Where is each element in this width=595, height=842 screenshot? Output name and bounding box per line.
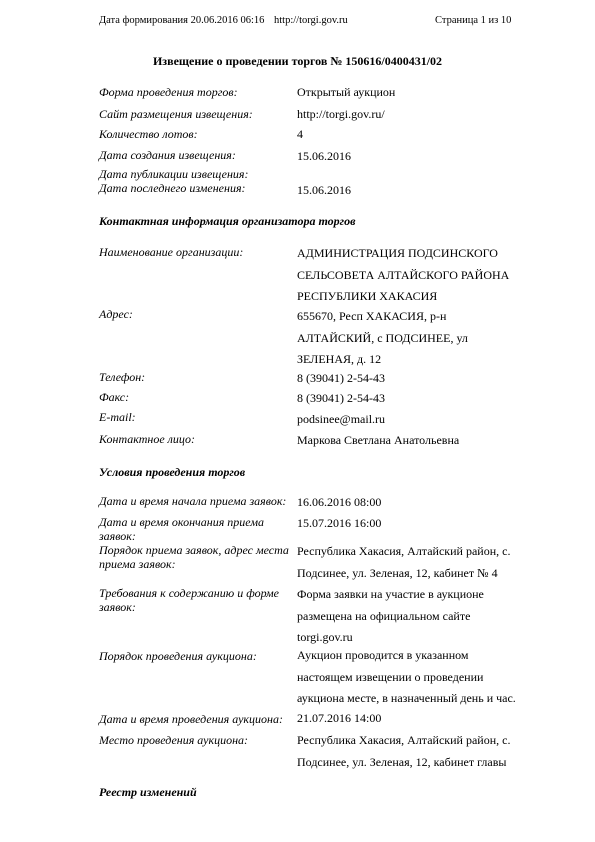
modified-value: 15.06.2016 xyxy=(297,183,351,197)
page-counter: Страница 1 из 10 xyxy=(435,15,512,26)
requirements-label: Требования к содержанию и форме заявок: xyxy=(99,586,279,614)
phone-label: Телефон: xyxy=(99,370,146,384)
auction-datetime-value: 21.07.2016 14:00 xyxy=(297,711,382,725)
form-label: Форма проведения торгов: xyxy=(99,85,238,99)
conditions-heading: Условия проведения торгов xyxy=(99,465,246,479)
requirements-value: Форма заявки на участие в аукционе размещена на официальном сайте torgi.gov.ru xyxy=(297,587,484,644)
lots-label: Количество лотов: xyxy=(99,127,198,141)
site-value: http://torgi.gov.ru/ xyxy=(297,107,385,121)
modified-label: Дата последнего изменения: xyxy=(99,181,246,195)
auction-place-label: Место проведения аукциона: xyxy=(99,733,249,747)
auction-datetime-label: Дата и время проведения аукциона: xyxy=(99,712,283,726)
lots-value: 4 xyxy=(297,127,303,141)
address-label: Адрес: xyxy=(99,307,133,321)
created-value: 15.06.2016 xyxy=(297,149,351,163)
form-value: Открытый аукцион xyxy=(297,85,396,99)
order-value: Республика Хакасия, Алтайский район, с. Подсинее, ул. Зеленая, 12, кабинет № 4 xyxy=(297,544,511,580)
end-label: Дата и время окончания приема заявок: xyxy=(99,515,264,543)
email-label: E-mail: xyxy=(99,410,136,424)
end-value: 15.07.2016 16:00 xyxy=(297,516,382,530)
person-label: Контактное лицо: xyxy=(99,432,196,446)
org-value: АДМИНИСТРАЦИЯ ПОДСИНСКОГО СЕЛЬСОВЕТА АЛТАЙСКОГО РАЙОНА РЕСПУБЛИКИ ХАКАСИЯ xyxy=(297,246,510,303)
start-value: 16.06.2016 08:00 xyxy=(297,495,382,509)
header-site-url: http://torgi.gov.ru xyxy=(274,15,348,26)
person-value: Маркова Светлана Анатольевна xyxy=(297,433,460,447)
start-label: Дата и время начала приема заявок: xyxy=(99,494,287,508)
changes-heading: Реестр изменений xyxy=(99,785,197,799)
created-label: Дата создания извещения: xyxy=(99,148,236,162)
org-label: Наименование организации: xyxy=(99,245,244,259)
order-label: Порядок приема заявок, адрес места приема заявок: xyxy=(99,543,289,571)
auction-place-value: Республика Хакасия, Алтайский район, с. Подсинее, ул. Зеленая, 12, кабинет главы xyxy=(297,733,511,769)
site-label: Сайт размещения извещения: xyxy=(99,107,253,121)
fax-value: 8 (39041) 2-54-43 xyxy=(297,391,385,405)
generation-date: Дата формирования 20.06.2016 06:16 xyxy=(99,15,265,26)
email-value: podsinee@mail.ru xyxy=(297,412,386,426)
published-label: Дата публикации извещения: xyxy=(99,167,249,181)
contacts-heading: Контактная информация организатора торгов xyxy=(99,214,356,228)
procedure-label: Порядок проведения аукциона: xyxy=(99,649,257,663)
address-value: 655670, Респ ХАКАСИЯ, р-н АЛТАЙСКИЙ, с ПОДСИНЕЕ, ул ЗЕЛЕНАЯ, д. 12 xyxy=(297,309,468,366)
procedure-value: Аукцион проводится в указанном настоящем извещении о проведении аукциона месте, в назначенный день и час. xyxy=(297,648,516,705)
page-header xyxy=(0,15,595,29)
notice-title: Извещение о проведении торгов № 150616/0400431/02 xyxy=(152,54,443,68)
fax-label: Факс: xyxy=(99,390,130,404)
phone-value: 8 (39041) 2-54-43 xyxy=(297,371,385,385)
